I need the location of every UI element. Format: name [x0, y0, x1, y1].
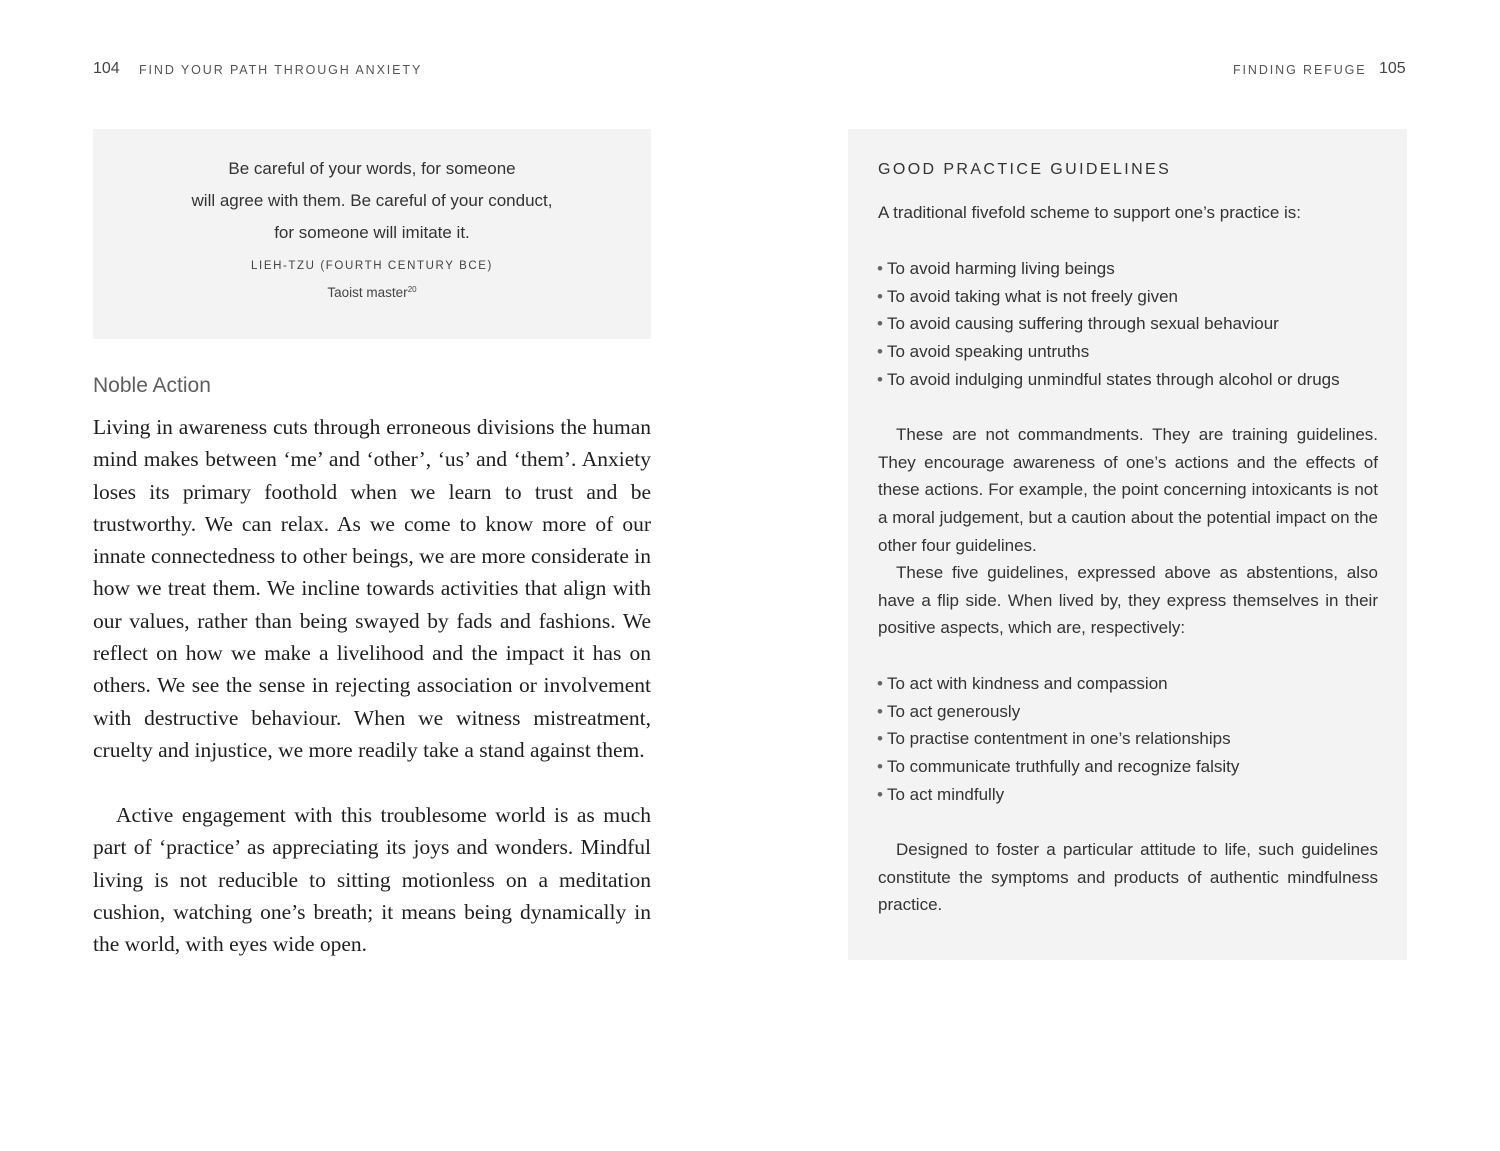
- list-item: [877, 698, 1239, 726]
- bullet-icon: •: [877, 757, 883, 777]
- quote-line: Be careful of your words, for someone: [228, 159, 516, 178]
- list-item-text: To avoid speaking untruths: [886, 342, 1090, 362]
- right-page-number: 105: [1379, 60, 1406, 77]
- right-running-head: FINDING REFUGE: [1233, 63, 1367, 77]
- guidelines-title: GOOD PRACTICE GUIDELINES: [878, 161, 1172, 178]
- quote-attribution: LIEH-TZU (FOURTH CENTURY BCE): [251, 260, 493, 272]
- quote-role: [93, 281, 651, 302]
- list-item: [877, 366, 1340, 394]
- bullet-icon: •: [877, 259, 883, 278]
- bullet-icon: •: [877, 701, 883, 721]
- list-item-text: To act generously: [886, 701, 1021, 721]
- list-item-text: To practise contentment in one’s relationships: [886, 729, 1231, 749]
- list-item: [877, 310, 1340, 338]
- bullet-icon: •: [877, 674, 883, 693]
- guidelines-paragraph: These are not commandments. They are training guidelines. They encourage awareness of one’s actions and the effects of these actions. For example, the point concerning intoxicants is not a moral judgement, but a caution about the potential impact on the other four guidelines.: [878, 425, 1378, 555]
- body-paragraph: Living in awareness cuts through erroneous divisions the human mind makes between ‘me’ and ‘other’, ‘us’ and ‘them’. Anxiety loses its primary foothold when we learn to trust and be trustworthy. We can relax. As we come to know more of our innate connectedness to other beings, we are more considerate in how we treat them. We incline towards activities that align with our values, rather than being swayed by fads and fashions. We reflect on how we make a livelihood and the impact it has on others. We see the sense in rejecting association or involvement with destructive behaviour. When we witness mistreatment, cruelty and injustice, we more readily take a stand against them.: [93, 415, 651, 762]
- section-heading: Noble Action: [93, 374, 211, 397]
- list-item: [877, 725, 1239, 753]
- bullet-icon: •: [877, 784, 883, 804]
- left-page-number: 104: [93, 60, 120, 77]
- body-paragraph: Active engagement with this troublesome world is as much part of ‘practice’ as appreciating its joys and wonders. Mindful living is not reducible to sitting motionless on a meditation cushion, watching one’s breath; it means being dynamically in the world, with eyes wide open.: [93, 803, 651, 957]
- guidelines-paragraph: These five guidelines, expressed above as abstentions, also have a flip side. When lived by, they express themselves in their positive aspects, which are, respectively:: [878, 563, 1378, 638]
- quote-role-text: Taoist master: [327, 285, 408, 300]
- left-running-head: FIND YOUR PATH THROUGH ANXIETY: [139, 63, 423, 77]
- footnote-marker: 20: [407, 285, 417, 294]
- abstentions-list: [877, 255, 1340, 394]
- bullet-icon: •: [877, 314, 883, 334]
- list-item-text: To avoid causing suffering through sexual behaviour: [886, 314, 1279, 334]
- list-item-text: To avoid indulging unmindful states through alcohol or drugs: [886, 369, 1340, 389]
- list-item-text: To act with kindness and compassion: [886, 674, 1168, 693]
- list-item: [877, 338, 1340, 366]
- guidelines-box: [848, 129, 1407, 960]
- list-item: [877, 283, 1340, 311]
- bullet-icon: •: [877, 369, 883, 389]
- list-item: [877, 255, 1340, 283]
- quote-box: [93, 129, 651, 339]
- list-item: [877, 670, 1239, 698]
- quote-line: for someone will imitate it.: [274, 223, 470, 242]
- quote-line: will agree with them. Be careful of your conduct,: [191, 191, 553, 210]
- bullet-icon: •: [877, 342, 883, 362]
- guidelines-paragraph: Designed to foster a particular attitude to life, such guidelines constitute the symptoms and products of authentic mindfulness practice.: [878, 840, 1378, 915]
- list-item: [877, 753, 1239, 781]
- list-item-text: To act mindfully: [886, 784, 1005, 804]
- guidelines-intro: A traditional fivefold scheme to support one’s practice is:: [878, 203, 1302, 222]
- list-item-text: To communicate truthfully and recognize falsity: [886, 757, 1240, 777]
- bullet-icon: •: [877, 729, 883, 749]
- list-item-text: To avoid taking what is not freely given: [886, 286, 1179, 306]
- positive-aspects-list: [877, 670, 1239, 809]
- bullet-icon: •: [877, 286, 883, 306]
- list-item-text: To avoid harming living beings: [886, 259, 1115, 278]
- list-item: [877, 781, 1239, 809]
